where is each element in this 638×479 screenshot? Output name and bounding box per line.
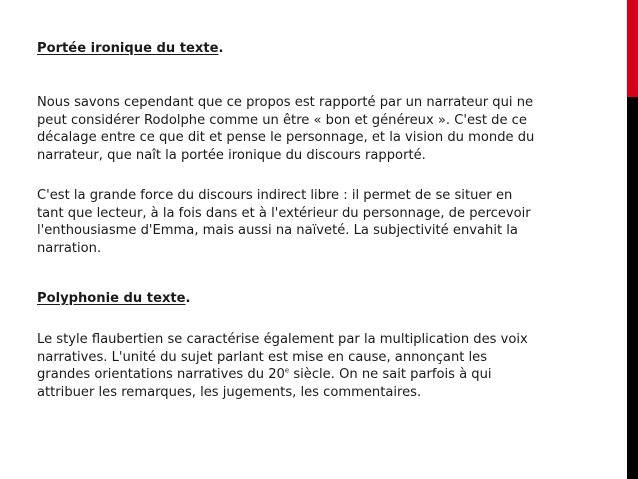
accent-bar-red — [627, 0, 638, 97]
paragraph-polyphony-part2: siècle. On ne sait parfois à qui attribuer les remarques, les jugements, les commentaires. — [37, 367, 492, 400]
section-heading-irony — [37, 40, 223, 58]
paragraph-irony-1: Nous savons cependant que ce propos est rapporté par un narrateur qui ne peut considérer Rodolphe comme un être « bon et généreux ». C'est de ce décalage entre ce que dit et pense le personnage, et la vision du monde du narrateur, que naît la portée ironique du discours rapporté. — [37, 95, 535, 163]
paragraph-polyphony — [37, 331, 528, 401]
accent-bar-black — [627, 97, 638, 479]
paragraph-polyphony-part1: Le style flaubertien se caractérise également par la multiplication des voix narratives. L'unité du sujet parlant est mise en cause, annonçant les grandes orientations narratives du 20 — [37, 332, 528, 382]
century-superscript: e — [284, 366, 290, 375]
section-heading-polyphony-text: Polyphonie du texte — [37, 291, 186, 306]
section-heading-polyphony-period: . — [185, 291, 191, 306]
section-heading-polyphony — [37, 290, 191, 308]
section-heading-irony-text: Portée ironique du texte — [37, 41, 219, 56]
paragraph-irony-2: C'est la grande force du discours indirect libre : il permet de se situer en tant que lecteur, à la fois dans et à l'extérieur du personnage, de percevoir l'enthousiasme d'Emma, mais aussi na naïveté. La subjectivité envahit la narration. — [37, 188, 531, 256]
section-heading-irony-period: . — [218, 41, 224, 56]
